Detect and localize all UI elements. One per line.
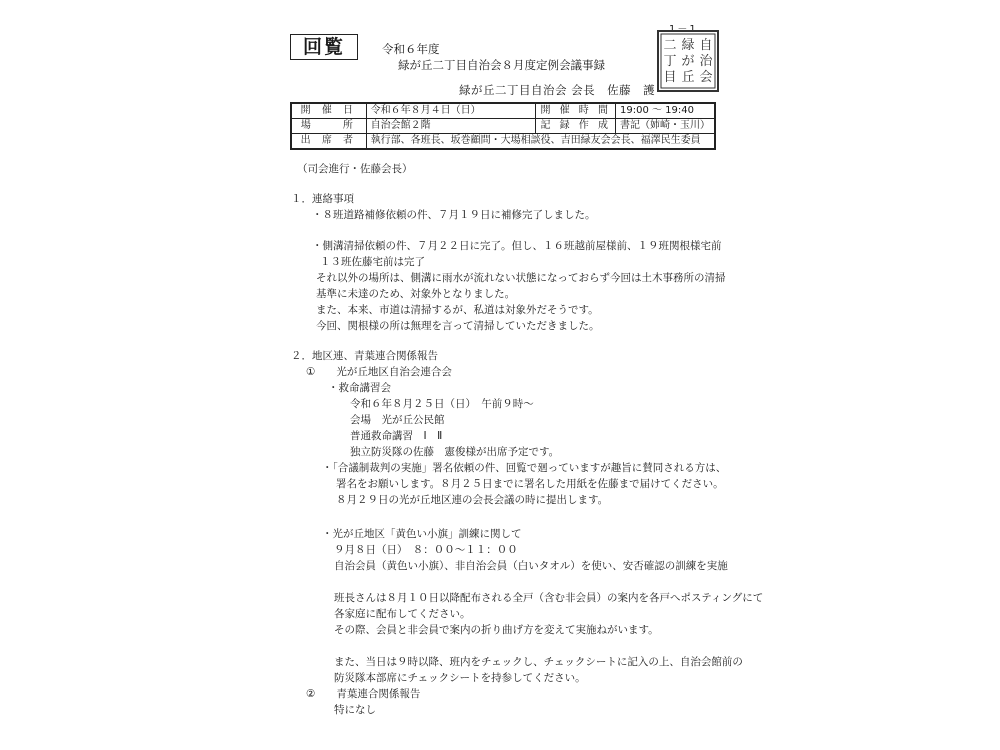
- moderator-note: （司会進行・佐藤会長）: [297, 163, 413, 175]
- list-item: ・救命講習会: [328, 382, 391, 394]
- time-value: 19:00 ～ 19:40: [616, 103, 716, 119]
- list-item: また、当日は９時以降、班内をチェックし、チェックシートに記入の上、自治会館前の: [334, 656, 743, 668]
- svg-text:治: 治: [699, 54, 713, 69]
- list-item: 自治会員（黄色い小旗）、非自治会員（白いタオル）を使い、安否確認の訓練を実施: [334, 560, 728, 572]
- attendees-value: 執行部、各班長、坂巻顧問・大場相談役、吉田緑友会会長、福澤民生委員: [366, 134, 715, 150]
- list-item: １３班佐藤宅前は完了: [320, 256, 425, 268]
- doc-author: 緑が丘二丁目自治会 会長 佐藤 護: [459, 83, 656, 97]
- list-item: 各家庭に配布してください。: [334, 608, 471, 620]
- list-item: その際、会員と非会員で案内の折り曲げ方を変えて実施ねがいます。: [334, 624, 659, 636]
- kairan-stamp: 回覧: [290, 34, 358, 60]
- list-item: それ以外の場所は、側溝に雨水が流れない状態になっておらず今回は土木事務所の清掃: [316, 272, 726, 284]
- list-item: 会場 光が丘公民館: [350, 414, 445, 426]
- date-value: 令和６年８月４日（日）: [366, 103, 536, 119]
- svg-text:緑: 緑: [681, 38, 695, 53]
- recorder-value: 書記（姉崎・玉川）: [616, 119, 716, 134]
- list-item: 独立防災隊の佐藤 憲俊様が出席予定です。: [350, 446, 560, 458]
- list-item: ９月８日（日） ８：００～１１：００: [334, 544, 518, 556]
- svg-text:丁: 丁: [663, 54, 677, 69]
- page-number: 1－1: [669, 24, 698, 35]
- list-item: 令和６年８月２５日（日） 午前９時～: [350, 398, 534, 410]
- svg-text:会: 会: [699, 70, 713, 85]
- svg-text:が: が: [681, 54, 695, 69]
- list-item: ・「合議制裁判の実施」署名依頼の件、回覧で廻っていますが趣旨に賛同される方は、: [322, 462, 727, 474]
- list-item: また、本来、市道は清掃するが、私道は対象外だそうです。: [316, 304, 599, 316]
- list-item: ８月２９日の光が丘地区連の会長会議の時に提出します。: [336, 494, 609, 506]
- section-2-heading: ２．地区連、青葉連合関係報告: [291, 350, 438, 362]
- doc-year: 令和６年度: [382, 42, 440, 56]
- subsection-heading: ① 光が丘地区自治会連合会: [306, 366, 452, 378]
- doc-title: 緑が丘二丁目自治会８月度定例会議事録: [398, 58, 605, 72]
- date-label: 開 催 日: [291, 103, 366, 119]
- list-item: 特になし: [334, 704, 376, 716]
- list-item: 署名をお願いします。８月２５日までに署名した用紙を佐藤まで届けてください。: [336, 478, 724, 490]
- official-seal: [656, 29, 720, 93]
- svg-text:目: 目: [663, 70, 677, 85]
- list-item: ・側溝清掃依頼の件、７月２２日に完了。但し、１６班越前屋様前、１９班関根様宅前: [312, 240, 722, 252]
- list-item: 普通救命講習 Ⅰ Ⅱ: [350, 430, 443, 442]
- list-item: 防災隊本部席にチェックシートを持参してください。: [334, 672, 586, 684]
- attendees-label: 出 席 者: [291, 134, 366, 150]
- meeting-info-table: [290, 102, 716, 150]
- list-item: ・８班道路補修依頼の件、７月１９日に補修完了しました。: [312, 209, 596, 221]
- section-1-heading: １．連絡事項: [291, 193, 354, 205]
- subsection-heading: ② 青葉連合関係報告: [306, 688, 421, 700]
- list-item: 基準に未達のため、対象外となりました。: [316, 288, 516, 300]
- recorder-label: 記 録 作 成: [536, 119, 616, 134]
- place-label: 場 所: [291, 119, 366, 134]
- svg-text:自: 自: [699, 38, 713, 53]
- svg-text:二: 二: [663, 38, 677, 53]
- list-item: 班長さんは８月１０日以降配布される全戸（含む非会員）の案内を各戸へポスティングにて: [334, 592, 764, 604]
- list-item: ・光が丘地区「黄色い小旗」訓練に関して: [322, 528, 522, 540]
- place-value: 自治会館２階: [366, 119, 536, 134]
- list-item: 今回、関根様の所は無理を言って清掃していただきました。: [316, 320, 600, 332]
- svg-text:丘: 丘: [681, 70, 695, 85]
- time-label: 開 催 時 間: [536, 103, 616, 119]
